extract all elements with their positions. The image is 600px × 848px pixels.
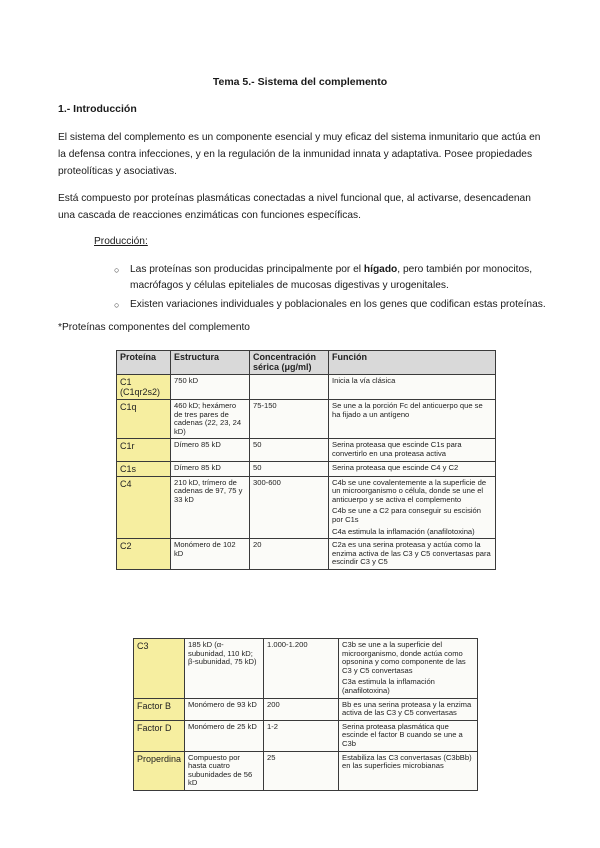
bullet-icon: ○ xyxy=(114,265,120,275)
protein-cell: C1r xyxy=(117,439,171,461)
table-header-row xyxy=(117,351,496,375)
concentration-cell: 1.000-1.200 xyxy=(264,639,339,699)
protein-cell: C4 xyxy=(117,476,171,539)
function-line: C4b se une covalentemente a la superficie de un microorganismo o célula, donde se une el anticuerpo y se activa el complemento xyxy=(332,477,487,504)
document-title: Tema 5.- Sistema del complemento xyxy=(212,76,388,88)
structure-cell: 185 kD (α-subunidad, 110 kD; β-subunidad, 75 kD) xyxy=(185,639,264,699)
structure-cell: Monómero de 93 kD xyxy=(185,698,264,720)
header-protein: Proteína xyxy=(117,351,171,375)
bullet-icon: ○ xyxy=(114,300,120,310)
protein-cell: C1s xyxy=(117,461,171,476)
function-line: C4b se une a C2 para conseguir su escisión por C1s xyxy=(332,506,482,524)
bullet2-text: Existen variaciones individuales y poblacionales en los genes que codifican estas proteínas. xyxy=(130,299,546,310)
table-row xyxy=(134,698,478,720)
complement-table-2 xyxy=(133,638,478,791)
protein-cell: Factor D xyxy=(134,720,185,751)
structure-cell: Dímero 85 kD xyxy=(171,439,250,461)
complement-table-1 xyxy=(116,350,496,570)
header-function: Función xyxy=(329,351,496,375)
header-concentration: Concentración sérica (μg/ml) xyxy=(250,351,329,375)
production-subheading: Producción: xyxy=(94,236,148,247)
protein-cell: C1 (C1qr2s2) xyxy=(117,375,171,400)
function-cell xyxy=(339,639,478,699)
function-cell: Inicia la vía clásica xyxy=(329,375,496,400)
intro-paragraph-2: Está compuesto por proteínas plasmáticas conectadas a nivel funcional que, al activarse, desencadenan una cascada de reacciones enzimáticas con funciones específicas. xyxy=(58,193,531,221)
function-line: C3b se une a la superficie del microorganismo, donde actúa como opsonina y como componente de las C3 y C5 convertasas xyxy=(342,640,466,675)
protein-cell: Properdina xyxy=(134,751,185,790)
function-cell: Bb es una serina proteasa y la enzima activa de las C3 y C5 convertasas xyxy=(339,698,478,720)
protein-cell: C2 xyxy=(117,539,171,570)
structure-cell: 750 kD xyxy=(171,375,250,400)
header-structure: Estructura xyxy=(171,351,250,375)
concentration-cell: 300-600 xyxy=(250,476,329,539)
function-cell: Se une a la porción Fc del anticuerpo que se ha fijado a un antígeno xyxy=(329,400,496,439)
bullet1-text-pre: Las proteínas son producidas principalmente por el xyxy=(130,264,364,275)
table-row xyxy=(117,539,496,570)
bullet1-text-bold: hígado xyxy=(363,264,398,275)
function-cell: C2a es una serina proteasa y actúa como la enzima activa de las C3 y C5 convertasas para escindir C3 y C5 xyxy=(329,539,496,570)
table-row xyxy=(117,476,496,539)
structure-cell: 210 kD, trímero de cadenas de 97, 75 y 33 kD xyxy=(171,476,250,539)
function-cell: Serina proteasa que escinde C1s para convertirlo en una proteasa activa xyxy=(329,439,496,461)
list-item xyxy=(114,297,564,313)
structure-cell: Compuesto por hasta cuatro subunidades de 56 kD xyxy=(185,751,264,790)
table-row xyxy=(117,375,496,400)
intro-paragraph-1: El sistema del complemento es un componente esencial y muy eficaz del sistema inmunitario que actúa en la defensa contra infecciones, y en la regulación de la inmunidad innata y adaptativa. Posee propiedades proteolíticas y asociativas. xyxy=(58,132,541,177)
function-cell: Serina proteasa que escinde C4 y C2 xyxy=(329,461,496,476)
table-row xyxy=(134,751,478,790)
table-caption: *Proteínas componentes del complemento xyxy=(58,322,250,333)
production-list xyxy=(114,262,564,313)
concentration-cell: 20 xyxy=(250,539,329,570)
protein-cell: Factor B xyxy=(134,698,185,720)
structure-cell: Monómero de 25 kD xyxy=(185,720,264,751)
concentration-cell: 50 xyxy=(250,439,329,461)
concentration-cell: 1-2 xyxy=(264,720,339,751)
function-line: C3a estimula la inflamación (anafilotoxina) xyxy=(342,677,435,695)
concentration-cell: 25 xyxy=(264,751,339,790)
table-row xyxy=(117,439,496,461)
protein-cell: C1q xyxy=(117,400,171,439)
table-row xyxy=(134,720,478,751)
concentration-cell: 75-150 xyxy=(250,400,329,439)
section-heading: 1.- Introducción xyxy=(58,103,137,115)
table-row xyxy=(134,639,478,699)
list-item xyxy=(114,262,564,294)
function-line: C4a estimula la inflamación (anafilotoxina) xyxy=(332,526,475,536)
protein-cell: C3 xyxy=(134,639,185,699)
structure-cell: 460 kD; hexámero de tres pares de cadenas (22, 23, 24 kD) xyxy=(171,400,250,439)
structure-cell: Dímero 85 kD xyxy=(171,461,250,476)
function-cell: Serina proteasa plasmática que escinde el factor B cuando se une a C3b xyxy=(339,720,478,751)
bullet1-text-post: , pero también por monocitos, macrófagos y células epiteliales de mucosas digestivas y urogenitales. xyxy=(130,264,533,291)
concentration-cell xyxy=(250,375,329,400)
table-row xyxy=(117,461,496,476)
function-cell xyxy=(329,476,496,539)
function-cell: Estabiliza las C3 convertasas (C3bBb) en las superficies microbianas xyxy=(339,751,478,790)
table-row xyxy=(117,400,496,439)
structure-cell: Monómero de 102 kD xyxy=(171,539,250,570)
concentration-cell: 50 xyxy=(250,461,329,476)
concentration-cell: 200 xyxy=(264,698,339,720)
